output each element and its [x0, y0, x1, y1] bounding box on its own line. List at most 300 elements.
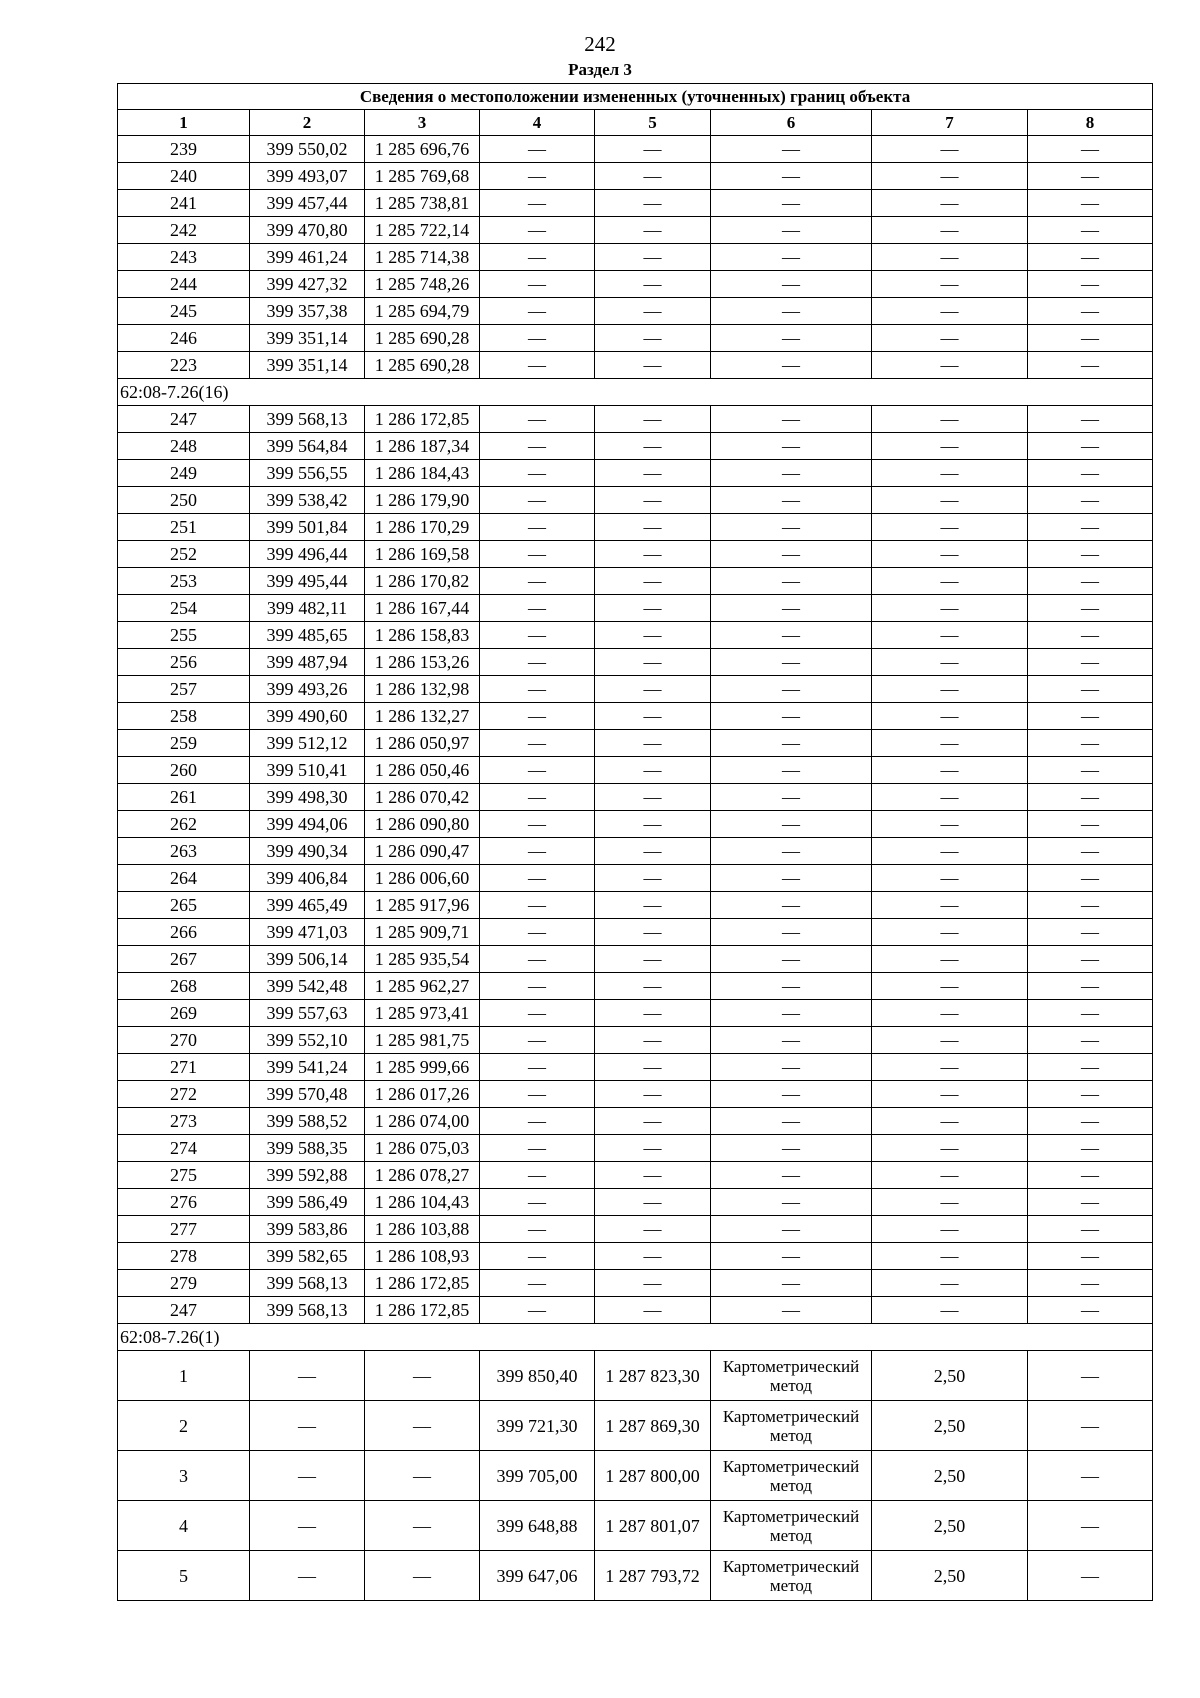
parcel-group-row: [118, 1324, 1153, 1351]
table-row: [118, 352, 1153, 379]
table-cell-col-7: —: [872, 352, 1028, 379]
table-cell-col-7: —: [872, 163, 1028, 190]
table-cell-col-4: —: [480, 541, 595, 568]
table-cell-col-3: 1 286 006,60: [365, 865, 480, 892]
table-cell-col-1: 277: [118, 1216, 250, 1243]
table-cell-col-1: 247: [118, 406, 250, 433]
table-cell-col-5: —: [595, 163, 711, 190]
table-cell-col-3: 1 286 172,85: [365, 1297, 480, 1324]
table-cell-col-7: —: [872, 973, 1028, 1000]
table-cell-col-5: —: [595, 865, 711, 892]
table-cell-col-2: 399 461,24: [250, 244, 365, 271]
table-cell-col-3: 1 285 722,14: [365, 217, 480, 244]
table-cell-col-8: —: [1028, 649, 1153, 676]
table-cell-col-7: —: [872, 865, 1028, 892]
table-cell-col-1: 244: [118, 271, 250, 298]
table-cell-col-8: —: [1028, 163, 1153, 190]
table-cell-col-5: —: [595, 541, 711, 568]
column-number: 5: [595, 110, 711, 136]
table-cell-col-6: —: [711, 244, 872, 271]
table-cell-col-6: —: [711, 1054, 872, 1081]
table-caption-row: [118, 84, 1153, 110]
table-cell-col-3: 1 285 769,68: [365, 163, 480, 190]
table-cell-col-4: —: [480, 190, 595, 217]
table-row: [118, 1297, 1153, 1324]
column-number: 7: [872, 110, 1028, 136]
table-cell-col-3: 1 285 694,79: [365, 298, 480, 325]
table-cell-col-1: 250: [118, 487, 250, 514]
table-cell-col-3: 1 286 172,85: [365, 1270, 480, 1297]
table-cell-col-4: 399 705,00: [480, 1451, 595, 1501]
table-cell-col-1: 256: [118, 649, 250, 676]
page-number: 242: [584, 32, 616, 56]
table-cell-col-1: 275: [118, 1162, 250, 1189]
table-cell-col-1: 251: [118, 514, 250, 541]
table-row: [118, 406, 1153, 433]
table-cell-col-3: 1 286 184,43: [365, 460, 480, 487]
table-cell-col-3: 1 286 167,44: [365, 595, 480, 622]
table-cell-col-7: 2,50: [872, 1351, 1028, 1401]
table-cell-col-6: —: [711, 676, 872, 703]
table-cell-col-8: —: [1028, 838, 1153, 865]
table-cell-col-3: 1 286 078,27: [365, 1162, 480, 1189]
table-cell-col-7: —: [872, 649, 1028, 676]
table-cell-col-7: —: [872, 676, 1028, 703]
table-row: [118, 1135, 1153, 1162]
table-cell-col-1: 248: [118, 433, 250, 460]
table-cell-col-2: 399 568,13: [250, 406, 365, 433]
table-cell-col-5: —: [595, 1000, 711, 1027]
table-cell-col-6: —: [711, 757, 872, 784]
table-cell-col-6: —: [711, 1162, 872, 1189]
table-cell-col-5: —: [595, 244, 711, 271]
table-cell-col-6: —: [711, 919, 872, 946]
table-row: [118, 541, 1153, 568]
table-cell-col-4: 399 647,06: [480, 1551, 595, 1601]
table-cell-col-7: —: [872, 568, 1028, 595]
table-cell-col-1: 262: [118, 811, 250, 838]
table-cell-col-4: —: [480, 217, 595, 244]
table-cell-col-6: —: [711, 1216, 872, 1243]
table-cell-col-8: —: [1028, 406, 1153, 433]
table-cell-col-2: 399 552,10: [250, 1027, 365, 1054]
table-cell-col-7: 2,50: [872, 1401, 1028, 1451]
table-cell-col-4: —: [480, 730, 595, 757]
table-row: [118, 1027, 1153, 1054]
table-cell-col-7: —: [872, 190, 1028, 217]
table-cell-col-6: —: [711, 568, 872, 595]
table-cell-col-8: —: [1028, 487, 1153, 514]
table-cell-col-2: —: [250, 1501, 365, 1551]
table-cell-col-6: —: [711, 1189, 872, 1216]
parcel-group-label: 62:08-7.26(16): [118, 379, 1153, 406]
table-cell-col-8: —: [1028, 1451, 1153, 1501]
column-number-row: [118, 110, 1153, 136]
table-cell-col-1: 255: [118, 622, 250, 649]
table-row: [118, 865, 1153, 892]
table-cell-col-8: —: [1028, 1243, 1153, 1270]
table-cell-col-7: —: [872, 1297, 1028, 1324]
table-cell-col-5: —: [595, 649, 711, 676]
table-cell-col-5: —: [595, 757, 711, 784]
table-cell-col-6: —: [711, 217, 872, 244]
parcel-group-row: [118, 379, 1153, 406]
table-cell-col-3: 1 285 696,76: [365, 136, 480, 163]
table-cell-col-6: —: [711, 946, 872, 973]
table-cell-col-5: —: [595, 595, 711, 622]
table-cell-col-5: —: [595, 298, 711, 325]
table-cell-col-4: —: [480, 1135, 595, 1162]
table-cell-col-4: —: [480, 1189, 595, 1216]
table-cell-col-8: —: [1028, 1351, 1153, 1401]
table-row: [118, 271, 1153, 298]
table-cell-col-5: —: [595, 136, 711, 163]
table-row: [118, 568, 1153, 595]
column-number: 8: [1028, 110, 1153, 136]
table-cell-col-3: 1 285 935,54: [365, 946, 480, 973]
table-cell-col-4: —: [480, 946, 595, 973]
table-row: [118, 649, 1153, 676]
table-cell-col-2: 399 541,24: [250, 1054, 365, 1081]
table-cell-col-2: 399 501,84: [250, 514, 365, 541]
table-cell-col-7: 2,50: [872, 1451, 1028, 1501]
table-cell-col-8: —: [1028, 1216, 1153, 1243]
table-cell-col-4: —: [480, 1108, 595, 1135]
table-cell-col-4: —: [480, 865, 595, 892]
table-cell-col-5: —: [595, 1216, 711, 1243]
table-cell-col-7: —: [872, 1189, 1028, 1216]
table-cell-col-3: 1 285 962,27: [365, 973, 480, 1000]
table-cell-col-8: —: [1028, 703, 1153, 730]
table-cell-col-5: —: [595, 838, 711, 865]
table-cell-col-7: —: [872, 1081, 1028, 1108]
table-row: [118, 919, 1153, 946]
table-cell-col-8: —: [1028, 892, 1153, 919]
table-row: [118, 784, 1153, 811]
table-cell-col-7: —: [872, 406, 1028, 433]
table-cell-col-1: 5: [118, 1551, 250, 1601]
table-cell-col-1: 240: [118, 163, 250, 190]
table-cell-col-2: 399 550,02: [250, 136, 365, 163]
table-cell-col-5: 1 287 869,30: [595, 1401, 711, 1451]
table-cell-col-1: 268: [118, 973, 250, 1000]
table-cell-col-6: —: [711, 730, 872, 757]
table-cell-col-6: —: [711, 163, 872, 190]
table-cell-col-3: —: [365, 1501, 480, 1551]
table-body: [118, 84, 1153, 1601]
column-number: 6: [711, 110, 872, 136]
table-cell-col-7: —: [872, 1270, 1028, 1297]
table-cell-col-5: —: [595, 190, 711, 217]
table-cell-col-4: —: [480, 1054, 595, 1081]
table-cell-col-5: —: [595, 892, 711, 919]
table-cell-col-4: —: [480, 1297, 595, 1324]
table-cell-col-4: —: [480, 460, 595, 487]
table-cell-col-6: —: [711, 622, 872, 649]
table-cell-col-8: —: [1028, 1027, 1153, 1054]
table-cell-col-3: 1 286 187,34: [365, 433, 480, 460]
table-cell-col-3: 1 285 690,28: [365, 325, 480, 352]
table-cell-col-8: —: [1028, 244, 1153, 271]
table-cell-col-8: —: [1028, 541, 1153, 568]
table-cell-col-2: 399 583,86: [250, 1216, 365, 1243]
table-cell-col-2: 399 490,34: [250, 838, 365, 865]
table-cell-col-4: —: [480, 919, 595, 946]
table-row: [118, 217, 1153, 244]
table-cell-col-6: Картометрический метод: [711, 1401, 872, 1451]
table-cell-col-6: —: [711, 1081, 872, 1108]
table-cell-col-3: 1 285 738,81: [365, 190, 480, 217]
table-cell-col-3: 1 286 090,80: [365, 811, 480, 838]
table-cell-col-5: —: [595, 1081, 711, 1108]
table-cell-col-3: 1 286 132,27: [365, 703, 480, 730]
table-cell-col-3: 1 285 973,41: [365, 1000, 480, 1027]
table-cell-col-7: —: [872, 487, 1028, 514]
table-cell-col-2: 399 487,94: [250, 649, 365, 676]
table-cell-col-5: —: [595, 217, 711, 244]
table-cell-col-5: —: [595, 1162, 711, 1189]
table-cell-col-7: —: [872, 298, 1028, 325]
table-row: [118, 1270, 1153, 1297]
table-cell-col-5: —: [595, 730, 711, 757]
table-cell-col-8: —: [1028, 1054, 1153, 1081]
table-cell-col-5: —: [595, 325, 711, 352]
table-cell-col-3: 1 285 690,28: [365, 352, 480, 379]
table-row: [118, 838, 1153, 865]
table-cell-col-6: —: [711, 460, 872, 487]
table-cell-col-1: 270: [118, 1027, 250, 1054]
table-row: [118, 1451, 1153, 1501]
table-row: [118, 1108, 1153, 1135]
table-cell-col-7: —: [872, 919, 1028, 946]
table-cell-col-6: —: [711, 595, 872, 622]
table-cell-col-1: 266: [118, 919, 250, 946]
table-cell-col-5: —: [595, 1135, 711, 1162]
table-cell-col-8: —: [1028, 1551, 1153, 1601]
table-cell-col-2: 399 557,63: [250, 1000, 365, 1027]
table-cell-col-8: —: [1028, 676, 1153, 703]
table-cell-col-7: —: [872, 1243, 1028, 1270]
table-cell-col-4: —: [480, 1243, 595, 1270]
table-cell-col-8: —: [1028, 568, 1153, 595]
table-cell-col-7: —: [872, 595, 1028, 622]
table-cell-col-1: 267: [118, 946, 250, 973]
table-cell-col-2: 399 498,30: [250, 784, 365, 811]
table-cell-col-1: 269: [118, 1000, 250, 1027]
table-cell-col-7: —: [872, 730, 1028, 757]
table-cell-col-5: —: [595, 1189, 711, 1216]
table-cell-col-5: —: [595, 487, 711, 514]
table-cell-col-7: —: [872, 1216, 1028, 1243]
table-cell-col-5: —: [595, 946, 711, 973]
table-cell-col-5: —: [595, 352, 711, 379]
table-cell-col-1: 276: [118, 1189, 250, 1216]
table-cell-col-2: 399 493,07: [250, 163, 365, 190]
table-cell-col-5: —: [595, 271, 711, 298]
table-cell-col-2: 399 568,13: [250, 1297, 365, 1324]
table-cell-col-1: 273: [118, 1108, 250, 1135]
table-cell-col-8: —: [1028, 1270, 1153, 1297]
table-cell-col-5: —: [595, 460, 711, 487]
table-cell-col-5: —: [595, 622, 711, 649]
table-cell-col-4: —: [480, 514, 595, 541]
table-cell-col-5: —: [595, 1054, 711, 1081]
table-cell-col-8: —: [1028, 1401, 1153, 1451]
table-row: [118, 1000, 1153, 1027]
table-row: [118, 811, 1153, 838]
table-cell-col-6: —: [711, 1000, 872, 1027]
table-cell-col-2: 399 485,65: [250, 622, 365, 649]
table-cell-col-4: —: [480, 163, 595, 190]
table-cell-col-8: —: [1028, 352, 1153, 379]
table-cell-col-4: —: [480, 1270, 595, 1297]
table-cell-col-6: —: [711, 487, 872, 514]
table-cell-col-7: —: [872, 1162, 1028, 1189]
table-cell-col-1: 257: [118, 676, 250, 703]
table-cell-col-4: —: [480, 784, 595, 811]
table-cell-col-6: —: [711, 865, 872, 892]
table-cell-col-8: —: [1028, 1189, 1153, 1216]
table-cell-col-2: 399 570,48: [250, 1081, 365, 1108]
table-cell-col-2: 399 542,48: [250, 973, 365, 1000]
table-cell-col-5: —: [595, 1243, 711, 1270]
table-cell-col-5: —: [595, 919, 711, 946]
table-cell-col-7: —: [872, 244, 1028, 271]
table-cell-col-5: —: [595, 1108, 711, 1135]
table-row: [118, 622, 1153, 649]
table-cell-col-2: 399 510,41: [250, 757, 365, 784]
table-cell-col-2: 399 351,14: [250, 352, 365, 379]
table-cell-col-5: —: [595, 973, 711, 1000]
table-cell-col-4: —: [480, 1081, 595, 1108]
table-cell-col-1: 241: [118, 190, 250, 217]
table-cell-col-3: 1 286 074,00: [365, 1108, 480, 1135]
table-cell-col-6: —: [711, 271, 872, 298]
table-cell-col-6: —: [711, 1270, 872, 1297]
table-cell-col-4: —: [480, 298, 595, 325]
table-cell-col-2: 399 495,44: [250, 568, 365, 595]
table-cell-col-3: 1 286 179,90: [365, 487, 480, 514]
table-row: [118, 703, 1153, 730]
table-cell-col-2: 399 457,44: [250, 190, 365, 217]
table-cell-col-3: 1 285 981,75: [365, 1027, 480, 1054]
table-caption: Сведения о местоположении измененных (уточненных) границ объекта: [118, 84, 1153, 110]
table-cell-col-4: —: [480, 703, 595, 730]
column-number: 3: [365, 110, 480, 136]
table-cell-col-4: —: [480, 757, 595, 784]
table-row: [118, 1081, 1153, 1108]
table-cell-col-1: 239: [118, 136, 250, 163]
table-cell-col-3: 1 286 132,98: [365, 676, 480, 703]
boundary-coordinates-table: [117, 83, 1153, 1601]
table-cell-col-1: 245: [118, 298, 250, 325]
table-cell-col-7: —: [872, 136, 1028, 163]
table-cell-col-4: —: [480, 352, 595, 379]
table-row: [118, 1551, 1153, 1601]
table-cell-col-4: —: [480, 892, 595, 919]
table-row: [118, 595, 1153, 622]
table-cell-col-2: 399 586,49: [250, 1189, 365, 1216]
table-cell-col-4: —: [480, 433, 595, 460]
table-cell-col-8: —: [1028, 811, 1153, 838]
table-cell-col-6: —: [711, 514, 872, 541]
table-cell-col-5: —: [595, 703, 711, 730]
table-cell-col-6: —: [711, 838, 872, 865]
table-cell-col-2: 399 512,12: [250, 730, 365, 757]
table-cell-col-1: 252: [118, 541, 250, 568]
table-cell-col-7: —: [872, 892, 1028, 919]
table-row: [118, 892, 1153, 919]
table-cell-col-2: 399 496,44: [250, 541, 365, 568]
table-row: [118, 163, 1153, 190]
table-cell-col-6: —: [711, 649, 872, 676]
table-cell-col-8: —: [1028, 865, 1153, 892]
table-cell-col-7: 2,50: [872, 1501, 1028, 1551]
table-cell-col-1: 260: [118, 757, 250, 784]
table-cell-col-3: —: [365, 1351, 480, 1401]
table-cell-col-5: —: [595, 514, 711, 541]
table-cell-col-2: 399 470,80: [250, 217, 365, 244]
table-cell-col-3: 1 286 153,26: [365, 649, 480, 676]
table-cell-col-7: —: [872, 541, 1028, 568]
table-cell-col-5: —: [595, 676, 711, 703]
table-cell-col-8: —: [1028, 514, 1153, 541]
table-cell-col-4: —: [480, 649, 595, 676]
table-cell-col-1: 3: [118, 1451, 250, 1501]
table-cell-col-7: —: [872, 1108, 1028, 1135]
table-cell-col-8: —: [1028, 730, 1153, 757]
table-cell-col-2: 399 556,55: [250, 460, 365, 487]
table-cell-col-6: Картометрический метод: [711, 1351, 872, 1401]
table-cell-col-3: 1 286 108,93: [365, 1243, 480, 1270]
table-cell-col-3: 1 285 917,96: [365, 892, 480, 919]
table-cell-col-1: 263: [118, 838, 250, 865]
table-cell-col-4: —: [480, 244, 595, 271]
table-cell-col-3: 1 286 075,03: [365, 1135, 480, 1162]
table-cell-col-3: 1 286 050,46: [365, 757, 480, 784]
table-cell-col-2: 399 592,88: [250, 1162, 365, 1189]
table-cell-col-5: 1 287 801,07: [595, 1501, 711, 1551]
table-cell-col-5: —: [595, 1270, 711, 1297]
table-row: [118, 1401, 1153, 1451]
table-cell-col-1: 278: [118, 1243, 250, 1270]
table-cell-col-4: —: [480, 406, 595, 433]
table-cell-col-1: 2: [118, 1401, 250, 1451]
table-cell-col-8: —: [1028, 595, 1153, 622]
table-cell-col-1: 246: [118, 325, 250, 352]
table-cell-col-8: —: [1028, 325, 1153, 352]
table-cell-col-3: 1 286 104,43: [365, 1189, 480, 1216]
table-cell-col-7: —: [872, 217, 1028, 244]
table-cell-col-1: 259: [118, 730, 250, 757]
table-row: [118, 1351, 1153, 1401]
table-cell-col-6: —: [711, 325, 872, 352]
table-row: [118, 1054, 1153, 1081]
table-cell-col-1: 1: [118, 1351, 250, 1401]
table-cell-col-1: 272: [118, 1081, 250, 1108]
parcel-group-label: 62:08-7.26(1): [118, 1324, 1153, 1351]
table-cell-col-5: —: [595, 1297, 711, 1324]
table-row: [118, 676, 1153, 703]
table-cell-col-8: —: [1028, 1108, 1153, 1135]
table-cell-col-6: —: [711, 190, 872, 217]
table-cell-col-8: —: [1028, 433, 1153, 460]
table-cell-col-2: 399 538,42: [250, 487, 365, 514]
table-cell-col-8: —: [1028, 460, 1153, 487]
table-cell-col-3: 1 286 169,58: [365, 541, 480, 568]
table-cell-col-5: —: [595, 784, 711, 811]
table-row: [118, 487, 1153, 514]
